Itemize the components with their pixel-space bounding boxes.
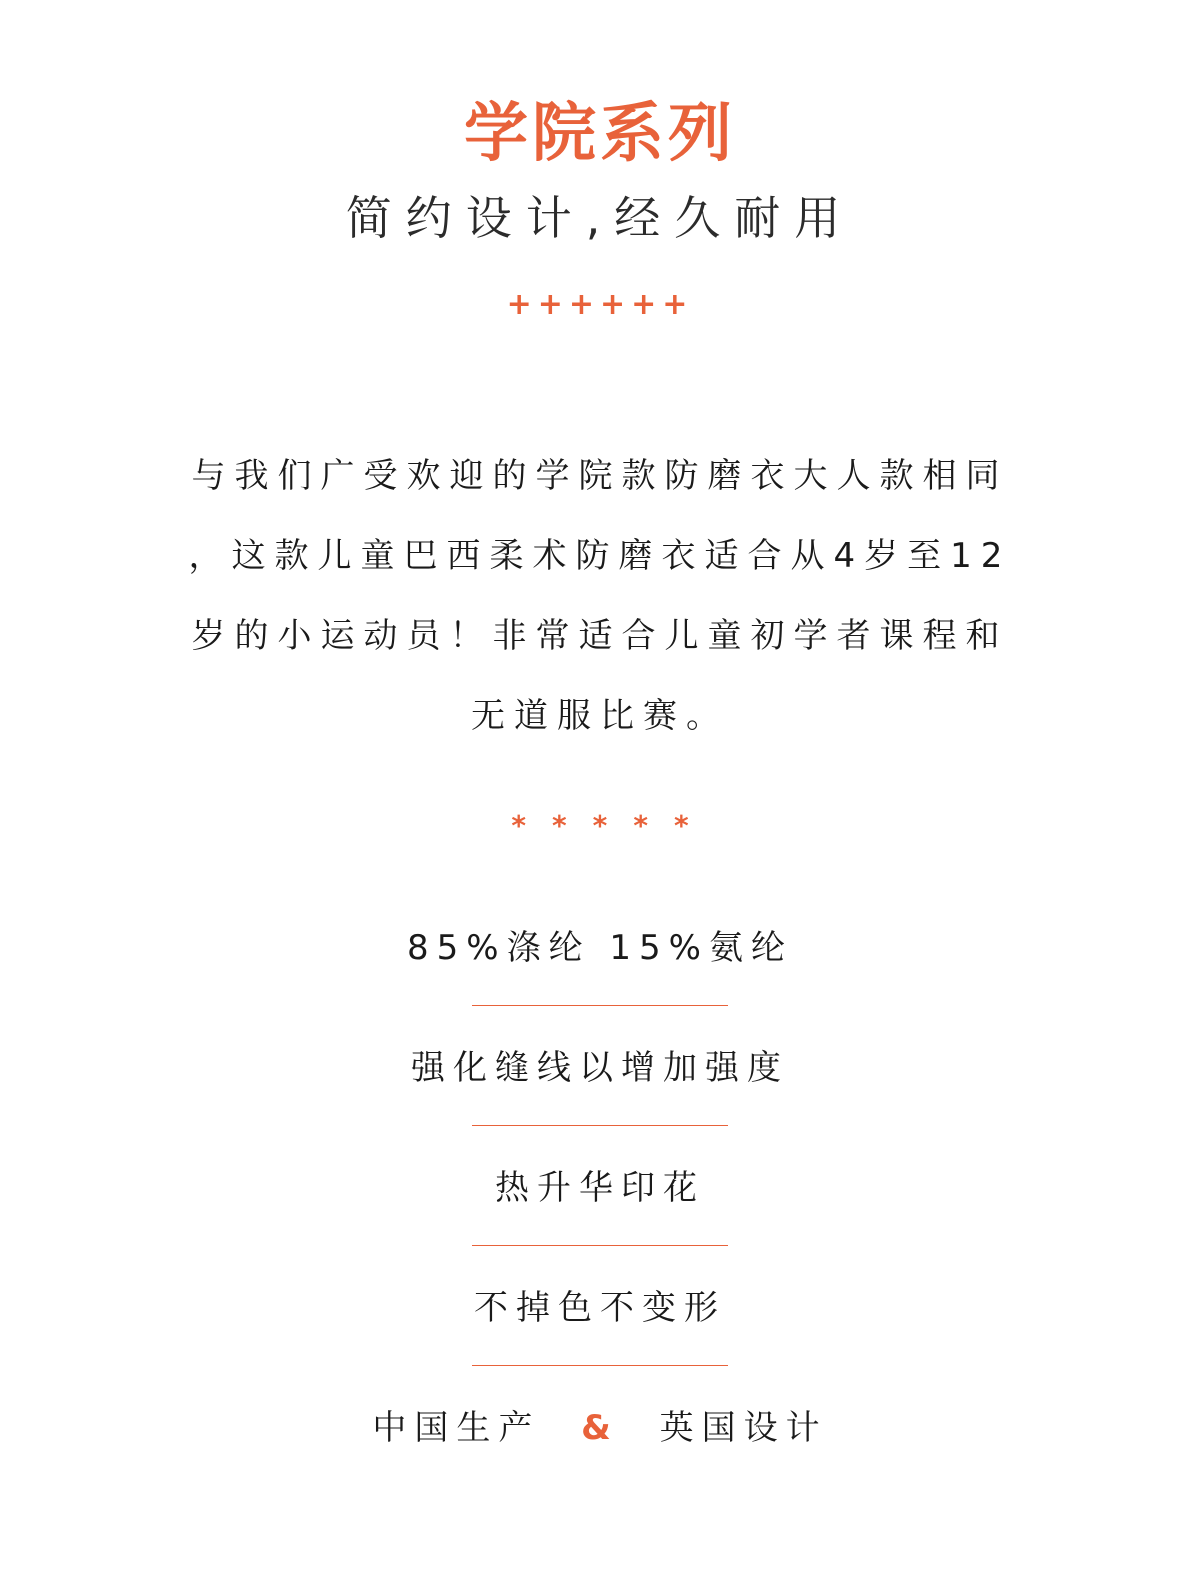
origin-made-in: 中国生产 xyxy=(372,1408,541,1448)
feature-material: 85%涤纶 15%氨纶 xyxy=(407,928,793,968)
intro-line: 岁的小运动员！非常适合儿童初学者课程和 xyxy=(191,616,1009,656)
feature-colorfast: 不掉色不变形 xyxy=(474,1288,726,1328)
feature-divider xyxy=(472,1365,728,1366)
feature-divider xyxy=(472,1245,728,1246)
page-title: 学院系列 xyxy=(464,97,736,171)
star-divider: ***** xyxy=(511,809,715,842)
origin-designed-in: 英国设计 xyxy=(659,1408,828,1448)
intro-line: 无道服比赛。 xyxy=(471,696,729,736)
intro-line: ，这款儿童巴西柔术防磨衣适合从4岁至12 xyxy=(188,536,1012,576)
feature-divider xyxy=(472,1005,728,1006)
feature-stitching: 强化缝线以增加强度 xyxy=(411,1048,789,1088)
feature-print: 热升华印花 xyxy=(495,1168,705,1208)
feature-origin xyxy=(0,1398,1200,1458)
feature-divider xyxy=(472,1125,728,1126)
plus-divider: ++++++ xyxy=(506,287,694,322)
ampersand: & xyxy=(581,1408,619,1448)
feature-list xyxy=(0,918,1200,1458)
intro-line: 与我们广受欢迎的学院款防磨衣大人款相同 xyxy=(191,456,1009,496)
page-subtitle: 简约设计,经久耐用 xyxy=(345,191,855,245)
intro-paragraph xyxy=(148,436,1052,756)
